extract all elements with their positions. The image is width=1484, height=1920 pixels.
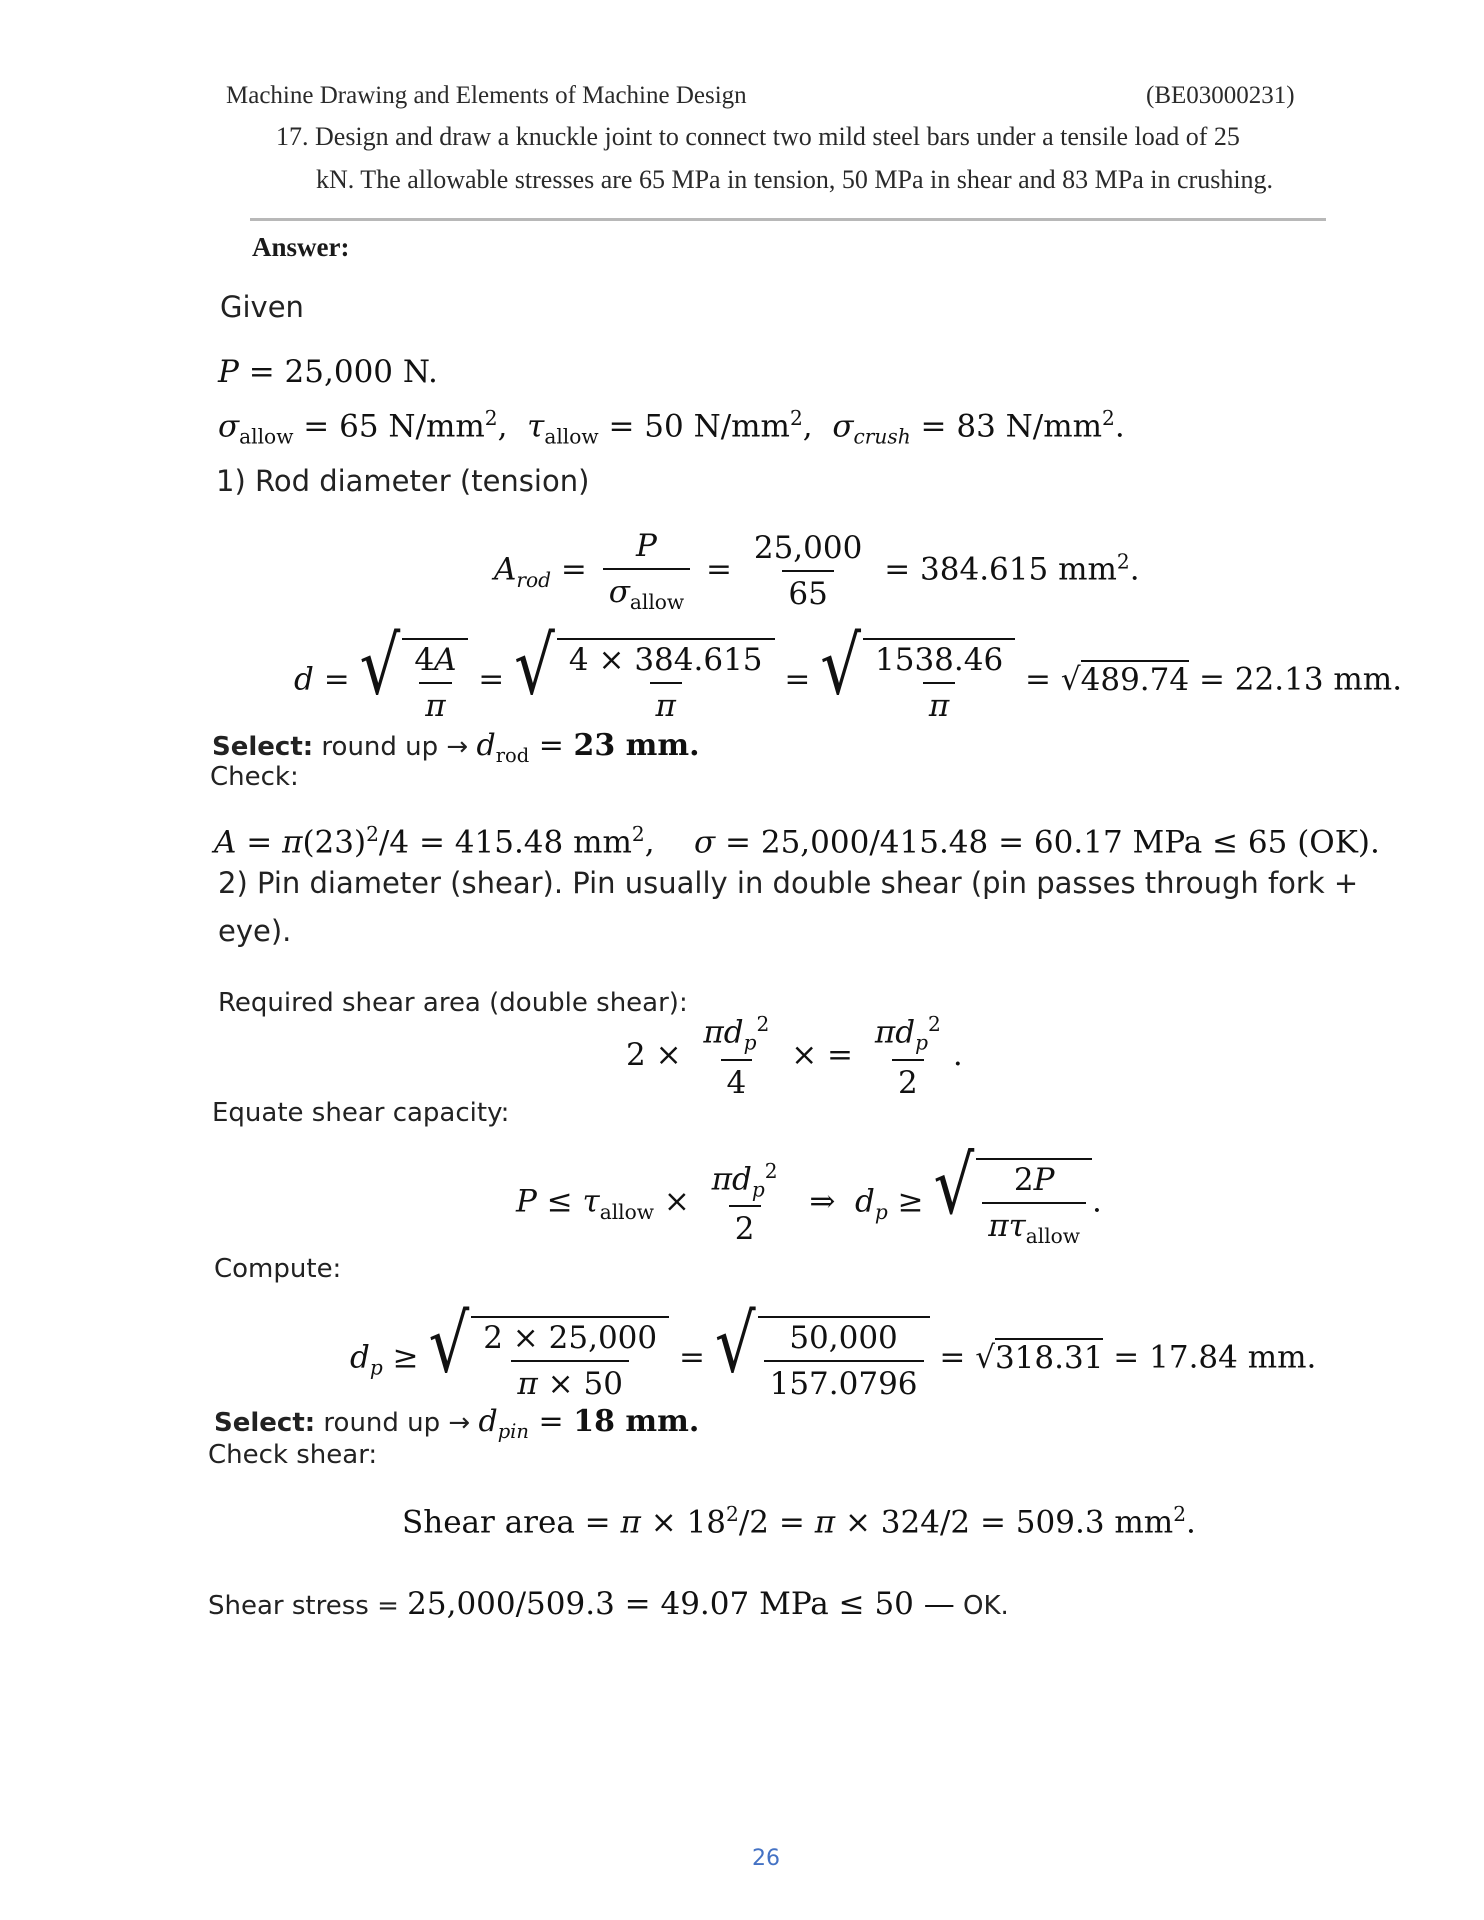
shear-area-equation: Shear area = $\pi \times 18^2/2 = \pi \times 324/2 = 509.3$ $mm^2$. [402, 1502, 1196, 1541]
shear-stress-ok: OK. [963, 1591, 1009, 1621]
question-line-2: kN. The allowable stresses are 65 MPa in tension, 50 MPa in shear and 83 MPa in crushing. [316, 165, 1274, 194]
separator-rule [250, 218, 1326, 221]
running-header-title: Machine Drawing and Elements of Machine Design [226, 82, 747, 109]
compute-label: Compute: [214, 1254, 342, 1284]
rod-diameter-equation: d = √ $\frac{4A}{\pi}$ = √ $\frac{4 \times 384.615}{\pi}$ = √ $\frac{1538.46}{\pi}$ = √489.74 = 22.13 mm. [294, 621, 1403, 724]
select-text: round up → [323, 1408, 471, 1438]
page-number: 26 [752, 1846, 780, 1871]
rod-area-equation: $A_{rod}$ = $\frac{P}{\sigma_{allow}}$ = $\frac{25,000}{65}$ = 384.615 $mm^2$. [494, 528, 1140, 615]
given-heading: Given [220, 290, 304, 324]
given-load: P = 25,000 N. [218, 354, 438, 390]
pin-select-value: $d_{pin} = 18$ mm. [478, 1404, 700, 1443]
select-label: Select: [214, 1408, 316, 1438]
answer-label: Answer: [252, 232, 350, 262]
shear-stress-label: Shear stress = [208, 1591, 399, 1621]
equate-equation: $P \le \tau_{allow}$ × $\frac{\pi d_p^2}{2}$ ⇒ $d_p$ ≥ √ $\frac{2P}{\pi\tau_{allow}}$ . [516, 1140, 1102, 1249]
rod-check-equation: $A = \pi(23)^2/4 = 415.48$ $mm^2$, σ = 25,000/415.48 = 60.17 MPa ≤ 65 (OK). [214, 822, 1380, 861]
rod-select-value: $d_{rod} = 23$ mm. [476, 728, 700, 767]
compute-equation: $d_p$ ≥ √ $\frac{2 \times 25,000}{\pi \times 50}$ = √ $\frac{50,000}{157.0796}$ = √318.31 = 17.84 mm. [350, 1299, 1317, 1402]
section-2-heading-line-2: eye). [218, 914, 292, 948]
pin-select-line [214, 1404, 699, 1443]
question-line-1: 17. Design and draw a knuckle joint to connect two mild steel bars under a tensile load of 25 [276, 122, 1240, 151]
running-header-code: (BE03000231) [1146, 82, 1295, 109]
shear-stress-line [208, 1586, 1009, 1622]
section-2-heading-line-1: 2) Pin diameter (shear). Pin usually in double shear (pin passes through fork + [218, 866, 1359, 900]
rod-check-label: Check: [210, 762, 299, 792]
check-shear-label: Check shear: [208, 1440, 378, 1470]
section-1-heading: 1) Rod diameter (tension) [216, 464, 590, 498]
equate-label: Equate shear capacity: [212, 1098, 510, 1128]
required-shear-label: Required shear area (double shear): [218, 988, 688, 1018]
shear-stress-equation: 25,000/509.3 = 49.07 MPa ≤ 50 — [407, 1586, 955, 1622]
given-stresses: $\sigma_{allow} = 65$ $N/mm^2$, $\tau_{allow} = 50$ $N/mm^2$, $\sigma_{crush} = 83$ $N/mm^2$. [218, 406, 1125, 449]
required-shear-equation: 2 × $\frac{\pi d_p^2}{4}$ × = $\frac{\pi d_p^2}{2}$ . [626, 1012, 963, 1101]
select-text: round up → [321, 732, 469, 762]
select-label: Select: [212, 732, 314, 762]
